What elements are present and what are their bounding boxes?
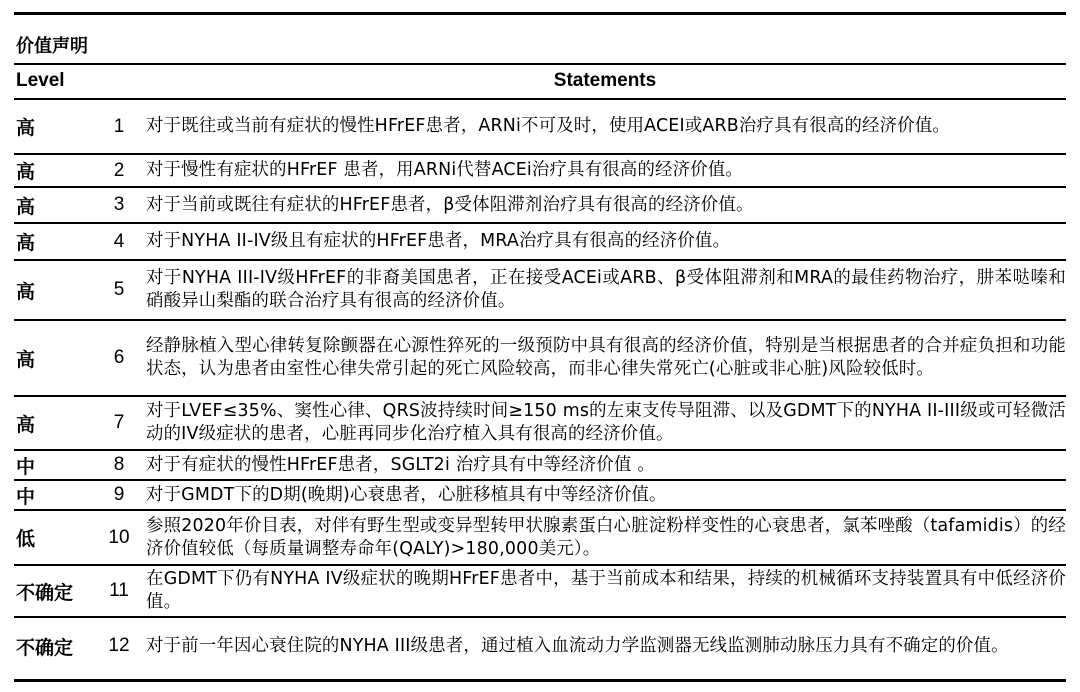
row-number: 8 (113, 454, 125, 475)
row-number: 4 (113, 230, 125, 252)
row-statement: 经静脉植入型心律转复除颤器在心源性猝死的一级预防中具有很高的经济价值，特别是当根据患者的合并症负担和功能状态，认为患者由室性心律失常引起的死亡风险较高，而非心律失常死亡(心脏或非心脏)风险较低时。 (146, 336, 1066, 379)
caption-rule (14, 63, 1066, 65)
row-statement: 对于NYHA II-IV级且有症状的HFrEF患者，MRA治疗具有很高的经济价值。 (146, 231, 731, 251)
row-level: 不确定 (16, 636, 74, 659)
header-level: Level (16, 70, 65, 91)
table-row (14, 397, 1066, 451)
row-statement: 对于既往或当前有症状的慢性HFrEF患者，ARNi不可及时，使用ACEI或ARB治疗具有很高的经济价值。 (146, 116, 951, 136)
row-number: 7 (113, 412, 125, 433)
row-level: 高 (16, 117, 36, 139)
row-statement: 对于GMDT下的D期(晚期)心衰患者，心脏移植具有中等经济价值。 (146, 484, 667, 505)
row-statement: 参照2020年价目表，对伴有野生型或变异型转甲状腺素蛋白心脏淀粉样变性的心衰患者，氯苯唑酸（tafamidis）的经济价值较低（每质量调整寿命年(QALY)>180,000美元）。 (146, 515, 1066, 559)
row-statement: 对于NYHA III-IV级HFrEF的非裔美国患者，正在接受ACEi或ARB、β受体阻滞剂和MRA的最佳药物治疗，肼苯哒嗪和硝酸异山梨酯的联合治疗具有很高的经济价值。 (146, 268, 1066, 311)
row-number: 5 (113, 279, 125, 300)
row-level: 高 (16, 161, 36, 183)
table-row (14, 566, 1066, 618)
table-row (14, 155, 1066, 188)
table-row (14, 618, 1066, 674)
row-level: 高 (16, 413, 36, 436)
bottom-rule (14, 679, 1066, 682)
row-level: 中 (16, 485, 36, 508)
table-row (14, 224, 1066, 261)
row-number: 12 (108, 635, 130, 656)
header-statements: Statements (553, 70, 657, 91)
row-statement: 对于有症状的慢性HFrEF患者，SGLT2i 治疗具有中等经济价值 。 (146, 454, 655, 475)
row-number: 3 (113, 194, 125, 215)
row-statement: 在GDMT下仍有NYHA IV级症状的晚期HFrEF患者中，基于当前成本和结果，持续的机械循环支持装置具有中低经济价值。 (146, 569, 1066, 612)
table-caption: 价值声明 (16, 36, 88, 57)
row-statement: 对于慢性有症状的HFrEF 患者，用ARNi代替ACEi治疗具有很高的经济价值。 (146, 160, 744, 180)
statements-table (14, 100, 1066, 674)
table-row (14, 451, 1066, 481)
table-row (14, 188, 1066, 224)
table-row (14, 321, 1066, 397)
row-level: 高 (16, 232, 36, 254)
row-level: 低 (16, 528, 36, 550)
row-number: 1 (113, 115, 125, 137)
table-row (14, 511, 1066, 566)
row-number: 6 (113, 347, 125, 368)
row-number: 10 (108, 526, 130, 548)
table-row (14, 481, 1066, 511)
row-number: 11 (109, 580, 129, 601)
row-statement: 对于LVEF≤35%、窦性心律、QRS波持续时间≥150 ms的左束支传导阻滞、以及GDMT下的NYHA II-III级或可轻微活动的IV级症状的患者，心脏再同步化治疗植入具有很高的经济价值。 (146, 401, 1066, 444)
row-level: 不确定 (16, 581, 74, 604)
row-number: 2 (113, 159, 125, 181)
top-rule (14, 12, 1066, 15)
row-level: 高 (16, 348, 36, 371)
table-row (14, 100, 1066, 155)
row-number: 9 (113, 484, 125, 505)
row-level: 高 (16, 280, 36, 303)
table-row (14, 261, 1066, 321)
row-level: 中 (16, 455, 36, 478)
row-level: 高 (16, 195, 36, 218)
row-statement: 对于当前或既往有症状的HFrEF患者，β受体阻滞剂治疗具有很高的经济价值。 (146, 194, 754, 215)
row-statement: 对于前一年因心衰住院的NYHA III级患者，通过植入血流动力学监测器无线监测肺动脉压力具有不确定的价值。 (146, 635, 1009, 656)
